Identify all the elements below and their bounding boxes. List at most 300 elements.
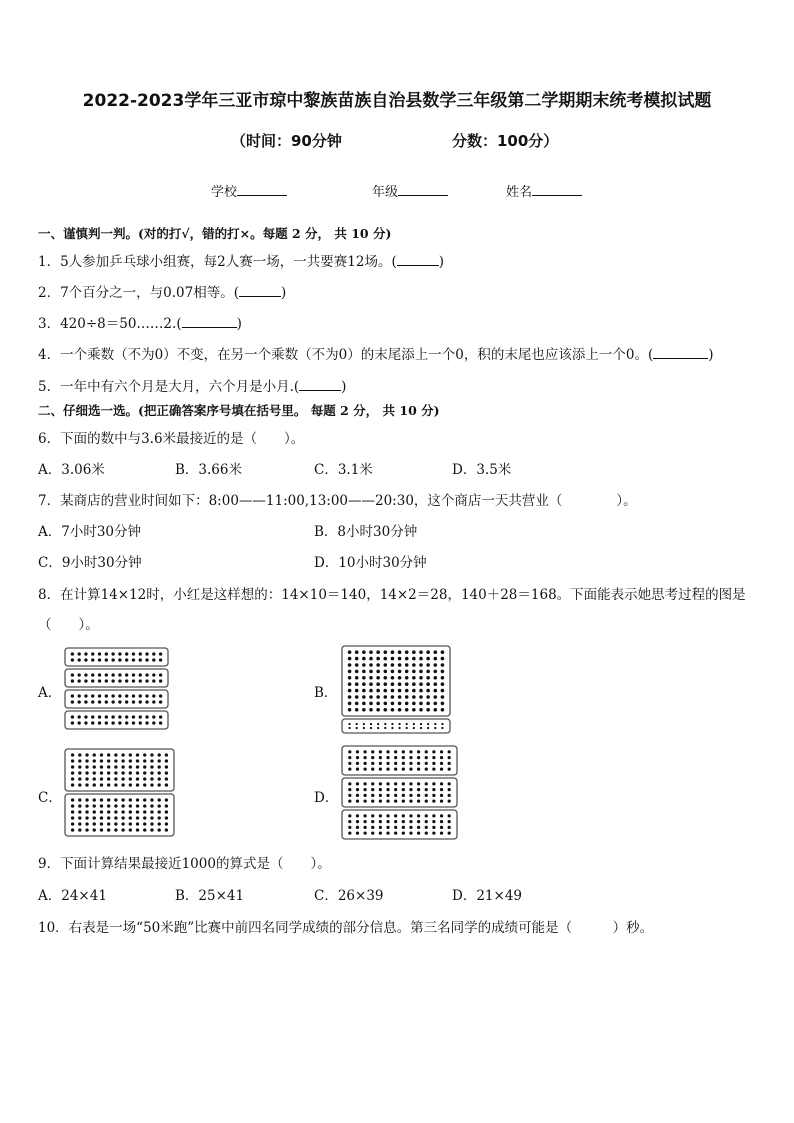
dot [125,715,128,718]
dot [386,794,389,797]
dot [121,783,124,786]
dot [405,657,409,661]
dot [440,800,443,803]
dot [152,673,155,676]
dot [129,810,132,813]
dot [139,700,142,703]
q8-figure-a[interactable] [64,648,170,732]
dot [376,676,380,680]
dot [100,759,103,762]
dot [391,695,395,699]
dot [107,765,110,768]
dot [165,771,168,774]
dot [157,777,160,780]
dot [379,794,382,797]
dot [145,715,148,718]
dot [118,673,121,676]
dot [398,663,402,667]
fig-b-block-2 [342,719,450,733]
dot [125,721,128,724]
dot [376,670,380,674]
fig-d-block-3 [342,810,457,839]
grade-blank[interactable] [398,182,448,196]
dot [136,798,139,801]
dot [363,788,366,791]
dot [355,702,359,706]
dot [383,702,387,706]
dot [93,798,96,801]
dot [363,800,366,803]
dot [425,800,428,803]
dot [419,670,423,674]
dot [165,759,168,762]
dot [348,782,351,785]
dot [440,826,443,829]
dot [150,765,153,768]
close-paren: ) [281,285,287,301]
dot [394,832,397,835]
dot [383,682,387,686]
q9-option-a[interactable]: A．24×41 [38,888,107,904]
dot [145,658,148,661]
dot [98,715,101,718]
dot [114,753,117,756]
dot [100,816,103,819]
dot [93,765,96,768]
dot [77,694,80,697]
dot [136,777,139,780]
answer-blank-5[interactable] [299,378,341,391]
dot [369,708,373,712]
answer-blank-4[interactable] [653,346,708,359]
dot [371,832,374,835]
dot [419,702,423,706]
dot [159,715,162,718]
dot [100,810,103,813]
fig-a-block-2 [65,669,168,687]
q8-option-a-label[interactable]: A． [38,685,62,701]
question-8-paren: （ ）。 [38,617,99,633]
name-blank[interactable] [532,182,582,196]
q9-option-c[interactable]: C．26×39 [314,888,384,904]
dot [143,804,146,807]
dot [377,727,379,729]
dot [107,798,110,801]
dot [356,782,359,785]
dot [369,663,373,667]
dot [165,822,168,825]
dot [391,676,395,680]
dot [129,828,132,831]
question-5 [38,375,346,395]
grade-field [372,181,448,200]
dot [152,700,155,703]
dot [355,676,359,680]
dot [71,759,74,762]
dot [121,765,124,768]
dot [405,695,409,699]
dot [107,771,110,774]
dot [386,768,389,771]
dot [125,679,128,682]
dot [398,695,402,699]
dot [91,721,94,724]
dot [132,658,135,661]
dot [379,762,382,765]
dot [105,700,108,703]
dot [105,715,108,718]
dot [432,800,435,803]
dot [139,673,142,676]
dot [85,810,88,813]
dot [417,794,420,797]
dot [111,721,114,724]
dot [125,652,128,655]
dot [136,759,139,762]
dot [157,798,160,801]
dot [121,816,124,819]
dot [85,783,88,786]
dot [165,798,168,801]
dot [432,756,435,759]
dot [85,816,88,819]
dot [391,702,395,706]
dot [152,721,155,724]
school-blank[interactable] [237,182,287,196]
dot [402,814,405,817]
dot [165,765,168,768]
dot [440,794,443,797]
dot [152,652,155,655]
dot [362,657,366,661]
fig-d-block-3-frame [342,810,457,839]
close-paren: ) [708,347,714,363]
answer-blank-2[interactable] [239,284,281,297]
dot [440,750,443,753]
dot [348,750,351,753]
dot [376,695,380,699]
dot [419,695,423,699]
dot [394,750,397,753]
dot [379,826,382,829]
dot [107,822,110,825]
q8-option-d-label[interactable]: D． [314,790,339,806]
dot [93,777,96,780]
dot [78,753,81,756]
dot [371,762,374,765]
dot [157,765,160,768]
dot [129,816,132,819]
question-10: 10．右表是一场“50米跑”比赛中前四名同学成绩的部分信息。第三名同学的成绩可能是（ ）秒。 [38,920,654,936]
dot [118,721,121,724]
dot [150,771,153,774]
dot [427,723,429,725]
dot [125,694,128,697]
question-8: 8．在计算14×12时，小红是这样想的：14×10＝140，14×2＝28，140＋28＝168。下面能表示她思考过程的图是 [38,587,746,603]
dot [417,814,420,817]
dot [111,694,114,697]
dot [441,708,445,712]
dot [100,828,103,831]
q6-option-d[interactable]: D．3.5米 [452,462,512,478]
q7-option-b[interactable]: B．8小时30分钟 [314,524,418,540]
dot [356,814,359,817]
q7-option-c[interactable]: C．9小时30分钟 [38,555,142,571]
question-2-text: 2．7个百分之一，与0.07相等。( [38,285,240,301]
dot [386,832,389,835]
dot [114,816,117,819]
dot [425,762,428,765]
section-2-header: 二、仔细选一选。(把正确答案序号填在括号里。 每题 2 分， 共 10 分) [38,403,440,418]
dot [369,682,373,686]
dot [391,723,393,725]
dot [348,708,352,712]
fig-d-block-2 [342,778,457,807]
dot [77,658,80,661]
q8-option-b-label[interactable]: B． [314,685,338,701]
dot [441,670,445,674]
dot [409,814,412,817]
dot [405,663,409,667]
fig-b-block-1 [342,646,450,716]
dot [362,708,366,712]
dot [432,832,435,835]
dot [107,777,110,780]
dot [157,804,160,807]
q8-figure-c[interactable] [64,748,176,838]
dot [91,673,94,676]
dot [371,826,374,829]
dot [409,762,412,765]
dot [391,708,395,712]
dot [402,750,405,753]
dot [371,756,374,759]
dot [143,798,146,801]
q8-figure-b[interactable] [341,645,453,735]
dot [441,723,443,725]
dot [91,679,94,682]
dot [78,816,81,819]
dot [356,768,359,771]
dot [417,768,420,771]
dot [362,702,366,706]
q8-option-c-label[interactable]: C． [38,790,62,806]
dot [121,798,124,801]
dot [132,721,135,724]
dot [143,777,146,780]
dot [369,670,373,674]
dot [426,670,430,674]
dot [394,794,397,797]
dot [434,727,436,729]
dot [150,822,153,825]
fig-a-block-3 [65,690,168,708]
dot [432,782,435,785]
dot [441,702,445,706]
dot [114,822,117,825]
dot [406,723,408,725]
dot [150,798,153,801]
dot [383,689,387,693]
dot [433,657,437,661]
answer-blank-1[interactable] [397,253,439,266]
dot [433,708,437,712]
dot [391,663,395,667]
dot [432,750,435,753]
dot [448,768,451,771]
dot [383,708,387,712]
dot [136,828,139,831]
dot [362,695,366,699]
dot [84,694,87,697]
dot [425,820,428,823]
dot [440,814,443,817]
dot [369,650,373,654]
dot [412,650,416,654]
q9-option-d[interactable]: D．21×49 [452,888,522,904]
dot [356,826,359,829]
dot [78,783,81,786]
dot [363,832,366,835]
q9-option-b[interactable]: B．25×41 [175,888,245,904]
dot [125,673,128,676]
dot [98,700,101,703]
q8-figure-d[interactable] [341,745,459,840]
dot [425,782,428,785]
dot [371,768,374,771]
dot [111,658,114,661]
dot [91,658,94,661]
dot [132,673,135,676]
dot [136,771,139,774]
dot [402,768,405,771]
dot [427,727,429,729]
exam-time: （时间：90分钟 [231,132,342,150]
dot [386,820,389,823]
dot [433,682,437,686]
dot [412,689,416,693]
q7-option-a[interactable]: A．7小时30分钟 [38,524,142,540]
dot [159,673,162,676]
dot [107,759,110,762]
dot [425,832,428,835]
dot [125,658,128,661]
dot [150,783,153,786]
dot [432,814,435,817]
dot [348,663,352,667]
dot [165,753,168,756]
dot [441,689,445,693]
q6-option-c[interactable]: C．3.1米 [314,462,373,478]
question-4 [38,343,714,363]
dot [356,756,359,759]
dot [150,816,153,819]
dot [145,679,148,682]
dot [398,657,402,661]
q6-option-b[interactable]: B．3.66米 [175,462,242,478]
dot [105,679,108,682]
dot [448,814,451,817]
dot [376,702,380,706]
dot [398,702,402,706]
q7-option-d[interactable]: D．10小时30分钟 [314,555,427,571]
dot [379,788,382,791]
dot [145,721,148,724]
dot [369,689,373,693]
dot [71,721,74,724]
dot [107,816,110,819]
dot [114,765,117,768]
dot [394,768,397,771]
dot [100,777,103,780]
dot [71,798,74,801]
dot [165,810,168,813]
dot [425,768,428,771]
dot [348,794,351,797]
dot [441,650,445,654]
dot [78,759,81,762]
dot [152,694,155,697]
dot [419,689,423,693]
dot [426,708,430,712]
dot [391,650,395,654]
dot [417,750,420,753]
dot [441,682,445,686]
dot [150,828,153,831]
dot [93,804,96,807]
dot [412,676,416,680]
dot [121,771,124,774]
dot [432,826,435,829]
fig-d-block-1-frame [342,746,457,775]
dot [77,715,80,718]
dot [425,788,428,791]
fig-a-block-2-frame [65,669,168,687]
dot [412,657,416,661]
dot [355,657,359,661]
dot [111,652,114,655]
question-6: 6．下面的数中与3.6米最接近的是（ ）。 [38,431,305,447]
dot [379,768,382,771]
dot [84,700,87,703]
dot [448,750,451,753]
dot [379,820,382,823]
dot [93,759,96,762]
dot [379,832,382,835]
fig-d-block-2-frame [342,778,457,807]
dot [383,676,387,680]
dot [84,673,87,676]
dot [371,820,374,823]
dot [405,689,409,693]
dot [412,663,416,667]
close-paren: ) [341,379,347,395]
dot [143,753,146,756]
dot [433,676,437,680]
dot [363,768,366,771]
dot [159,652,162,655]
answer-blank-3[interactable] [182,315,237,328]
dot [100,798,103,801]
q6-option-a[interactable]: A．3.06米 [38,462,105,478]
dot [107,753,110,756]
dot [440,768,443,771]
dot [129,753,132,756]
dot [440,788,443,791]
dot [71,810,74,813]
dot [425,794,428,797]
fig-b-block-2-frame [342,719,450,733]
